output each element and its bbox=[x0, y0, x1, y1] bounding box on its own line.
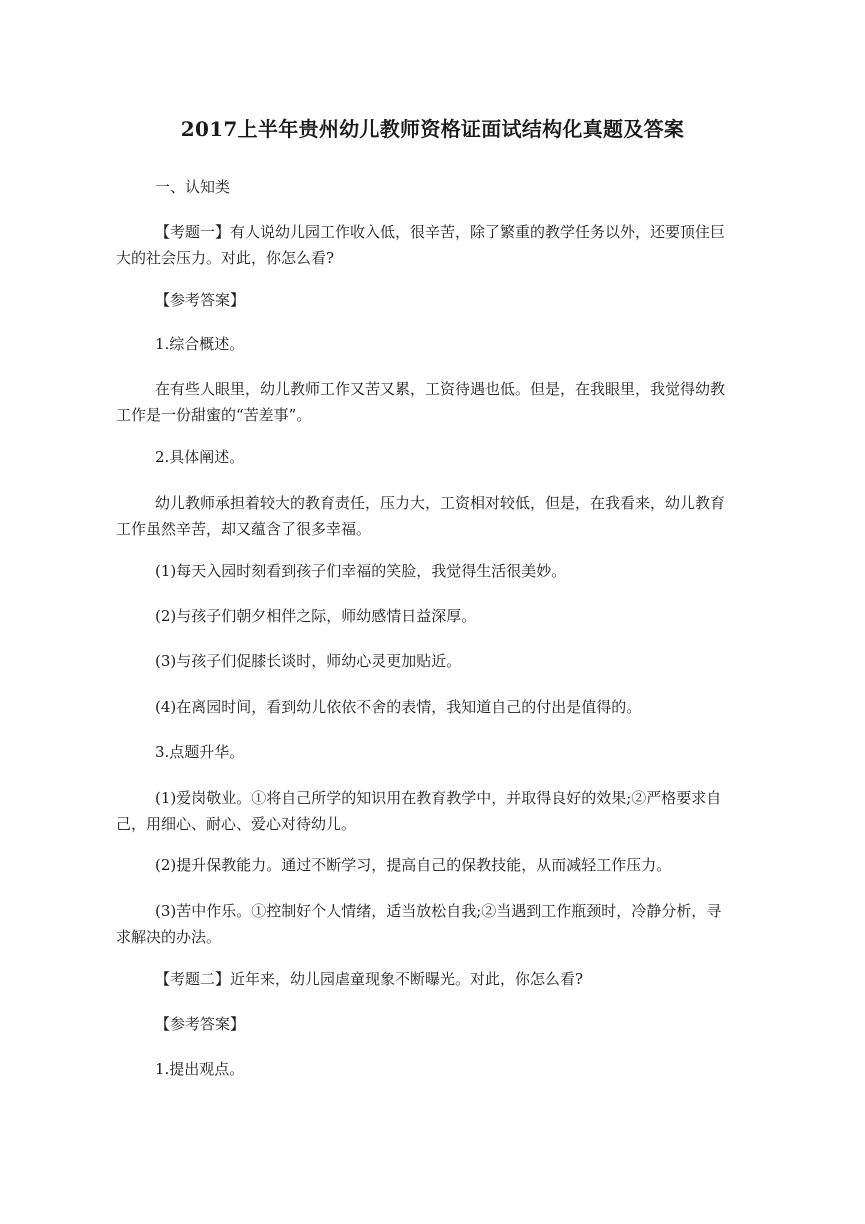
answer-heading-one: 【参考答案】 bbox=[155, 291, 246, 309]
list-item: (1)每天入园时刻看到孩子们幸福的笑脸，我觉得生活很美妙。 bbox=[155, 562, 567, 580]
point-heading-3: 3.点题升华。 bbox=[155, 743, 245, 761]
paragraph-detail: 幼儿教师承担着较大的教育责任，压力大，工资相对较低，但是，在我看来，幼儿教育工作虽然辛苦，却又蕴含了很多幸福。 bbox=[116, 494, 726, 538]
document-title: 2017上半年贵州幼儿教师资格证面试结构化真题及答案 bbox=[180, 117, 685, 141]
answer-heading-two: 【参考答案】 bbox=[155, 1015, 246, 1033]
question-two: 【考题二】近年来，幼儿园虐童现象不断曝光。对此，你怎么看? bbox=[155, 970, 584, 988]
section-heading-cognitive: 一、认知类 bbox=[155, 178, 231, 196]
point-heading-1b: 1.提出观点。 bbox=[155, 1060, 245, 1078]
paragraph-overview: 在有些人眼里，幼儿教师工作又苦又累，工资待遇也低。但是，在我眼里，我觉得幼教工作是一份甜蜜的“苦差事”。 bbox=[116, 380, 726, 424]
list-item: (4)在离园时间，看到幼儿依依不舍的表情，我知道自己的付出是值得的。 bbox=[155, 698, 642, 716]
point-heading-1: 1.综合概述。 bbox=[155, 335, 245, 353]
point-heading-2: 2.具体阐述。 bbox=[155, 448, 245, 466]
list-item: (1)爱岗敬业。①将自己所学的知识用在教育教学中，并取得良好的效果;②严格要求自己，用细心、耐心、爱心对待幼儿。 bbox=[116, 789, 722, 833]
list-item: (3)苦中作乐。①控制好个人情绪，适当放松自我;②当遇到工作瓶颈时，冷静分析，寻求解决的办法。 bbox=[116, 902, 722, 946]
list-item: (2)与孩子们朝夕相伴之际，师幼感情日益深厚。 bbox=[155, 607, 477, 625]
list-item: (3)与孩子们促膝长谈时，师幼心灵更加贴近。 bbox=[155, 652, 462, 670]
question-one: 【考题一】有人说幼儿园工作收入低，很辛苦，除了繁重的教学任务以外，还要顶住巨大的社会压力。对此，你怎么看? bbox=[116, 223, 726, 267]
list-item: (2)提升保教能力。通过不断学习，提高自己的保教技能，从而减轻工作压力。 bbox=[155, 856, 672, 874]
